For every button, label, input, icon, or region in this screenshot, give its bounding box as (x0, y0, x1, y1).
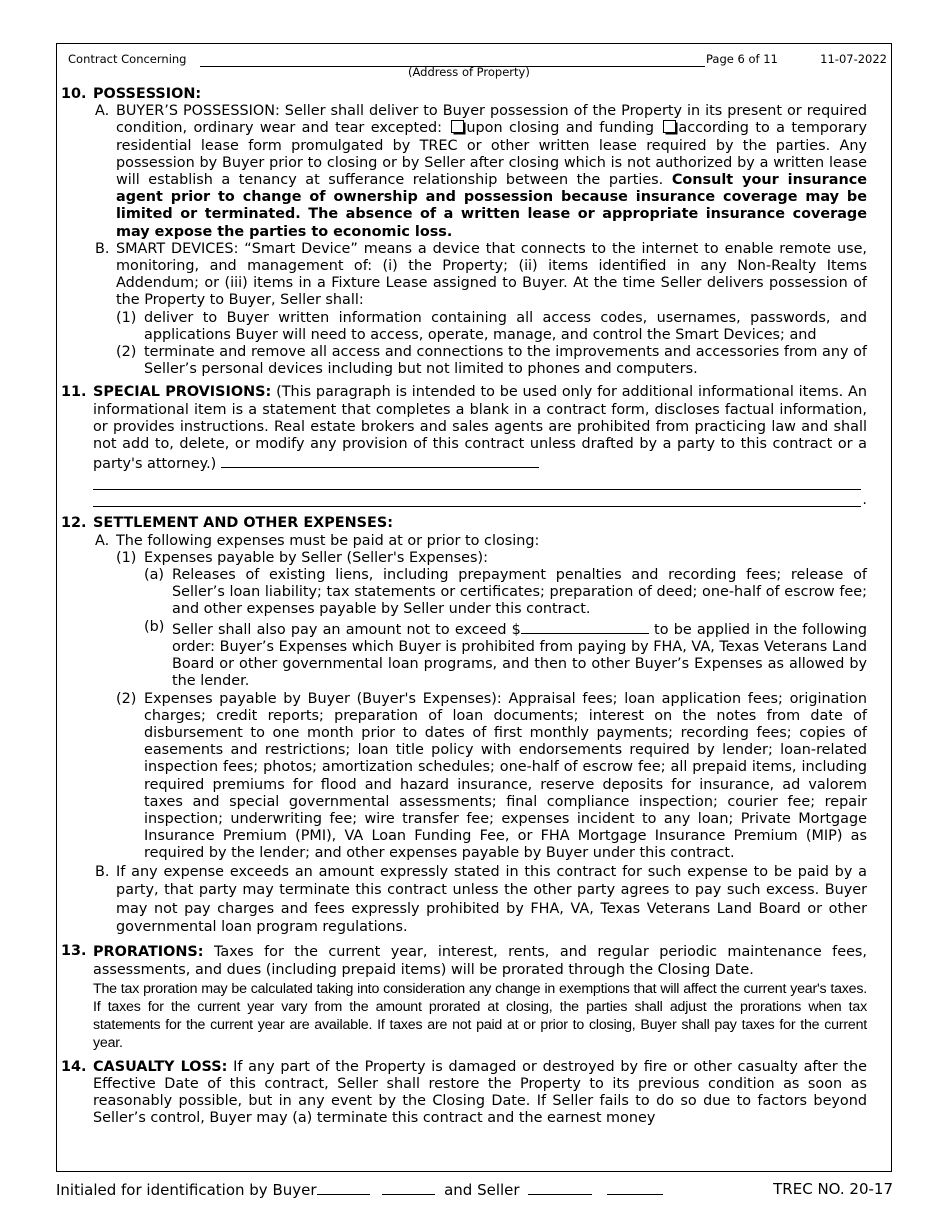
and-seller-label: and Seller (444, 1181, 520, 1199)
paragraph-10b1 (116, 310, 867, 344)
initials-line (56, 1180, 663, 1199)
seller-expense-amount-field[interactable] (521, 619, 649, 634)
section-title: CASUALTY LOSS: (93, 1058, 228, 1075)
paragraph-12a1a (144, 567, 867, 619)
form-date: 11-07-2022 (820, 52, 887, 66)
checkbox-temporary-lease[interactable] (663, 120, 676, 133)
item-marker: A. (95, 532, 110, 549)
section-title: SETTLEMENT AND OTHER EXPENSES: (93, 515, 393, 532)
item-marker: (1) (116, 309, 137, 326)
end-mark: . (862, 492, 867, 509)
section-13-prorations (61, 943, 867, 1053)
form-number: TREC NO. 20-17 (773, 1180, 893, 1198)
section-number: 13. (61, 942, 87, 959)
section-number: 10. (61, 86, 87, 102)
paragraph-text: to a temporary residential lease form promulgated by TREC or other written lease required by the parties. Any possession by Buyer prior to closing or by Seller after closing which is not authorized by a written lease will establish a tenancy at sufferance relationship between the parties. (116, 120, 867, 189)
contract-body (61, 86, 867, 1128)
paragraph-text: Expenses payable by Seller (Seller's Expenses): (144, 549, 488, 566)
section-number: 12. (61, 515, 87, 532)
section-number: 11. (61, 384, 87, 401)
option-label: according (678, 120, 749, 137)
paragraph-text: terminate and remove all access and connections to the improvements and accessories from any of Seller’s personal devices including but not limited to phones and computers. (144, 344, 867, 378)
tax-proration-text: The tax proration may be calculated taking into consideration any change in exemptions that will affect the current year's taxes. If taxes for the current year vary from the amount prorated at closing, the parties shall adjust the prorations when tax statements for the current year are available. If taxes are not paid at or prior to closing, Buyer shall pay taxes for the current year. (93, 980, 867, 1052)
option-label: upon closing and funding (466, 120, 654, 137)
paragraph-text: Taxes for the current year, interest, rents, and regular periodic maintenance fees, assessments, and dues (including prepaid items) will be prorated through the Closing Date. (93, 943, 867, 979)
section-number: 14. (61, 1058, 87, 1075)
section-11-special-provisions (61, 384, 867, 507)
paragraph-text: Expenses payable by Buyer (Buyer's Expenses): Appraisal fees; loan application fees; origination charges; credit reports; preparation of loan documents; interest on the notes from date of disbursement to one month prior to dates of first monthly payments; recording fees; copies of easements and restrictions; loan title policy with endorsements required by lender; loan-related inspection fees; photos; amortization schedules; one-half of escrow fee; all prepaid items, including required premiums for flood and hazard insurance, reserve deposits for insurance, ad valorem taxes and special governmental assessments; final compliance inspection; courier fee; repair inspection; underwriting fee; wire transfer fee; expenses incident to any loan; Private Mortgage Insurance Premium (PMI), VA Loan Funding Fee, or FHA Mortgage Insurance Premium (MIP) as required by the lender; and other expenses payable by Buyer under this contract. (144, 690, 867, 862)
paragraph-text: to be applied in the following order: Buyer’s Expenses which Buyer is prohibited from paying by FHA, VA, Texas Veterans Land Board or other governmental loan programs, and then to other Buyer’s Expenses as allowed by the lender. (172, 621, 867, 690)
special-provisions-line[interactable] (93, 473, 861, 490)
item-marker: (a) (144, 567, 165, 584)
address-caption: (Address of Property) (408, 65, 530, 79)
item-marker: B. (95, 863, 110, 880)
special-provisions-last-line (93, 490, 867, 507)
paragraph-text: SMART DEVICES: “Smart Device” means a device that connects to the internet to enable remote use, monitoring, and management of: (i) the Property; (ii) items identified in any Non-Realty Items Addendum; or (iii) items in a Fixture Lease assigned to Buyer. At the time Seller delivers possession of the Property to Buyer, Seller shall: (116, 240, 867, 309)
item-marker: (2) (116, 690, 137, 707)
paragraph-text: If any part of the Property is damaged or destroyed by fire or other casualty after the Effective Date of this contract, Seller shall restore the Property to its previous condition as soon as reasonably possible, but in any event by the Closing Date. If Seller fails to do so due to factors beyond Seller’s control, Buyer may (a) terminate this contract and the earnest money (93, 1058, 868, 1127)
paragraph-text: BUYER’S POSSESSION: Seller shall deliver to Buyer possession of the Property in its present or required condition, ordinary wear and tear excepted: (116, 103, 867, 137)
section-14-casualty-loss (61, 1059, 867, 1128)
paragraph-10a (93, 103, 867, 241)
paragraph-12b (93, 863, 867, 937)
paragraph-text: (This paragraph is intended to be used only for additional informational items. An informational item is a statement that completes a blank in a contract form, discloses factual information, or provides instructions. Real estate brokers and sales agents are prohibited from practicing law and shall not add to, delete, or modify any provision of this contract unless drafted by a party to this contract or a party's attorney.) (93, 384, 867, 473)
section-12-settlement (61, 515, 867, 936)
paragraph-text: deliver to Buyer written information containing all access codes, usernames, passwords, and applications Buyer will need to access, operate, manage, and control the Smart Devices; and (144, 309, 867, 343)
item-marker: (1) (116, 549, 137, 566)
item-marker: B. (95, 240, 110, 257)
section-title: SPECIAL PROVISIONS: (93, 384, 272, 401)
buyer-initial-2[interactable] (382, 1180, 435, 1195)
paragraph-text: The following expenses must be paid at or prior to closing: (116, 532, 540, 549)
seller-initial-1[interactable] (528, 1180, 592, 1195)
insurance-warning: Consult your insurance agent prior to change of ownership and possession because insurance coverage may be limited or terminated. The absence of a written lease or appropriate insurance coverage may expose the parties to economic loss. (116, 172, 868, 240)
paragraph-text: Releases of existing liens, including prepayment penalties and recording fees; release of Seller’s loan liability; tax statements or certificates; preparation of deed; one-half of escrow fee; and other expenses payable by Seller under this contract. (172, 567, 867, 618)
paragraph-10b (93, 241, 867, 310)
contract-concerning-label: Contract Concerning (68, 52, 187, 66)
checkbox-upon-closing[interactable] (451, 120, 464, 133)
item-marker: A. (95, 103, 110, 120)
section-10-possession (61, 86, 867, 378)
paragraph-text: Seller shall also pay an amount not to exceed $ (172, 621, 521, 638)
paragraph-12a (93, 533, 867, 550)
page-header (68, 52, 887, 82)
page-number: Page 6 of 11 (706, 52, 778, 66)
section-title: POSSESSION: (93, 86, 202, 102)
paragraph-text: If any expense exceeds an amount expressly stated in this contract for such expense to be paid by a party, that party may terminate this contract unless the other party agrees to pay such excess. Buyer may not pay charges and fees expressly prohibited by FHA, VA, Texas Veterans Land Board or other governmental loan program regulations. (116, 863, 867, 936)
special-provisions-field[interactable] (221, 453, 539, 468)
paragraph-12a1 (116, 550, 867, 567)
item-marker: (2) (116, 344, 137, 361)
item-marker: (b) (144, 618, 165, 635)
paragraph-10b2 (116, 344, 867, 378)
buyer-initial-1[interactable] (317, 1180, 370, 1195)
section-title: PRORATIONS: (93, 943, 204, 960)
initials-buyer-label: Initialed for identification by Buyer (56, 1181, 317, 1199)
special-provisions-line[interactable] (93, 490, 861, 507)
paragraph-12a2 (116, 691, 867, 863)
seller-initial-2[interactable] (607, 1180, 663, 1195)
paragraph-12a1b (144, 619, 867, 691)
